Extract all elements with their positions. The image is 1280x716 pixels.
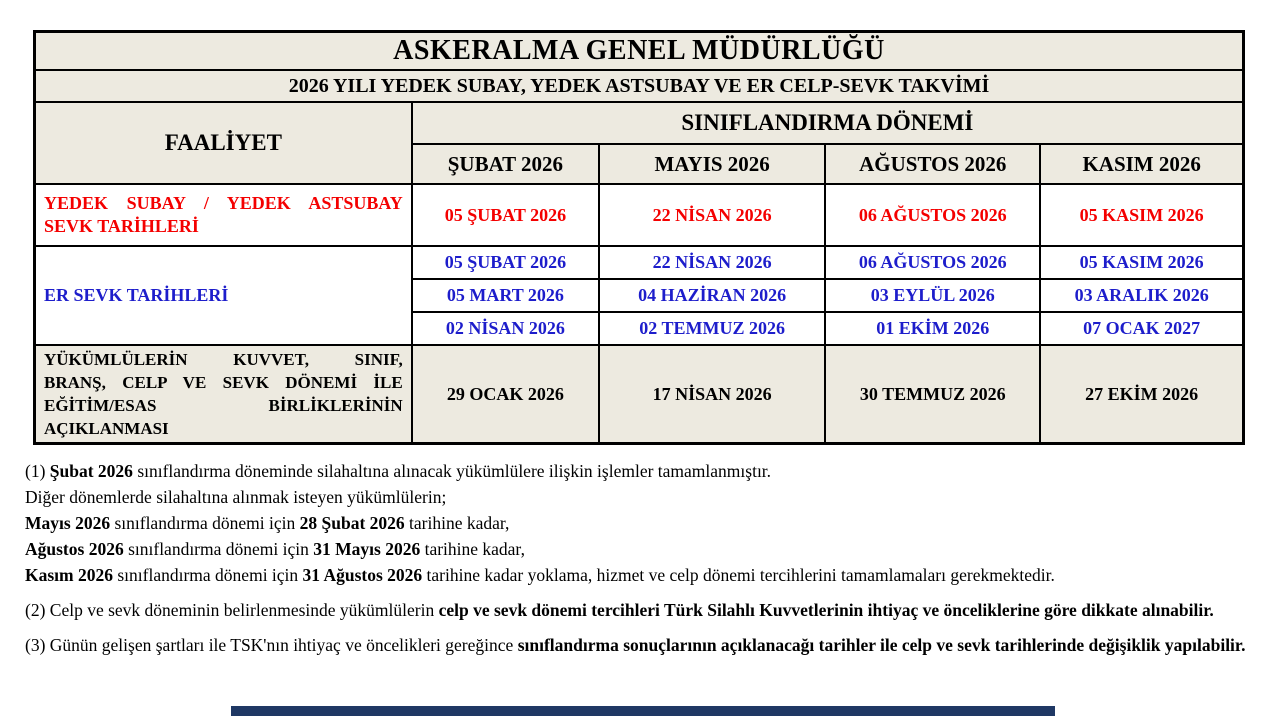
- row-label-yedek-subay-sevk: YEDEK SUBAY / YEDEK ASTSUBAY SEVK TARİHLERİ: [35, 184, 412, 246]
- footnote-2: (2) Celp ve sevk döneminin belirlenmesinde yükümlülerin celp ve sevk dönemi tercihleri Türk Silahlı Kuvvetlerinin ihtiyaç ve önceliklerine göre dikkate alınabilir.: [25, 600, 1214, 620]
- column-header-month-0: ŞUBAT 2026: [412, 144, 599, 184]
- window-bottom-bar: [231, 706, 1055, 716]
- column-header-faaliyet: FAALİYET: [35, 102, 412, 184]
- date-cell: 03 ARALIK 2026: [1040, 279, 1243, 312]
- date-cell: 29 OCAK 2026: [412, 345, 599, 444]
- celp-sevk-table: [33, 30, 1245, 445]
- date-cell: 22 NİSAN 2026: [599, 184, 825, 246]
- column-header-month-3: KASIM 2026: [1040, 144, 1243, 184]
- date-cell: 27 EKİM 2026: [1040, 345, 1243, 444]
- footnote-1: (1) Şubat 2026 sınıflandırma döneminde silahaltına alınacak yükümlülere ilişkin işlemler tamamlanmıştır. Diğer dönemlerde silahaltına alınmak isteyen yükümlülerin; Mayıs 2026 sınıflandırma dönemi için 28 Şubat 2026 tarihine kadar, Ağustos 2026 sınıflandırma dönemi için 31 Mayıs 2026 tarihine kadar, Kasım 2026 sınıflandırma dönemi için 31 Ağustos 2026 tarihine kadar yoklama, hizmet ve celp dönemi tercihlerini tamamlamaları gerekmektedir.: [25, 461, 1055, 585]
- date-cell: 02 TEMMUZ 2026: [599, 312, 825, 345]
- date-cell: 02 NİSAN 2026: [412, 312, 599, 345]
- date-cell: 06 AĞUSTOS 2026: [825, 184, 1040, 246]
- date-cell: 05 ŞUBAT 2026: [412, 246, 599, 279]
- date-cell: 01 EKİM 2026: [825, 312, 1040, 345]
- date-cell: 05 KASIM 2026: [1040, 246, 1243, 279]
- celp-sevk-schedule: [33, 30, 1245, 445]
- date-cell: 03 EYLÜL 2026: [825, 279, 1040, 312]
- date-cell: 30 TEMMUZ 2026: [825, 345, 1040, 444]
- date-cell: 05 MART 2026: [412, 279, 599, 312]
- date-cell: 06 AĞUSTOS 2026: [825, 246, 1040, 279]
- table-subtitle: 2026 YILI YEDEK SUBAY, YEDEK ASTSUBAY VE ER CELP-SEVK TAKVİMİ: [35, 70, 1244, 102]
- date-cell: 05 ŞUBAT 2026: [412, 184, 599, 246]
- date-cell: 22 NİSAN 2026: [599, 246, 825, 279]
- footnote-3: (3) Günün gelişen şartları ile TSK'nın ihtiyaç ve öncelikleri gereğince sınıflandırma sonuçlarının açıklanacağı tarihler ile celp ve sevk tarihlerinde değişiklik yapılabilir.: [25, 635, 1246, 655]
- date-cell: 07 OCAK 2027: [1040, 312, 1243, 345]
- date-cell: 17 NİSAN 2026: [599, 345, 825, 444]
- row-label-er-sevk: ER SEVK TARİHLERİ: [35, 246, 412, 345]
- page-title: ASKERALMA GENEL MÜDÜRLÜĞÜ: [35, 32, 1244, 71]
- footnotes: [25, 458, 1257, 667]
- column-header-month-2: AĞUSTOS 2026: [825, 144, 1040, 184]
- column-header-siniflandirma-donemi: SINIFLANDIRMA DÖNEMİ: [412, 102, 1244, 144]
- date-cell: 05 KASIM 2026: [1040, 184, 1243, 246]
- column-header-month-1: MAYIS 2026: [599, 144, 825, 184]
- row-label-aciklama: YÜKÜMLÜLERİN KUVVET, SINIF, BRANŞ, CELP VE SEVK DÖNEMİ İLE EĞİTİM/ESAS BİRLİKLERİNİN AÇIKLANMASI: [35, 345, 412, 444]
- date-cell: 04 HAZİRAN 2026: [599, 279, 825, 312]
